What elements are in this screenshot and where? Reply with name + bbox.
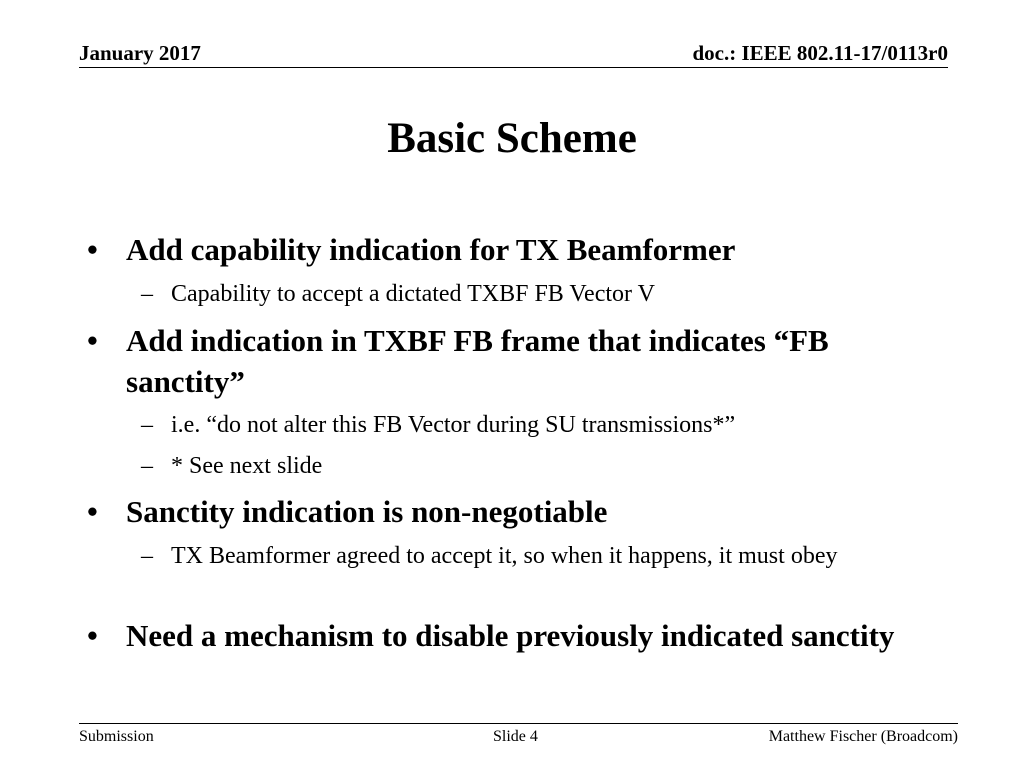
bullet-marker: •	[87, 494, 98, 529]
sub-bullet-item	[141, 277, 911, 311]
dash-marker: –	[141, 543, 153, 569]
sub-bullet-item	[141, 539, 911, 573]
header-divider	[79, 67, 948, 68]
bullet-text: Sanctity indication is non-negotiable	[126, 494, 608, 529]
sub-bullet-text: i.e. “do not alter this FB Vector during SU transmissions*”	[171, 412, 736, 438]
bullet-marker: •	[87, 323, 98, 358]
sub-bullet-text: * See next slide	[171, 453, 323, 479]
header-doc-id: doc.: IEEE 802.11-17/0113r0	[692, 41, 948, 65]
sub-bullet-text: Capability to accept a dictated TXBF FB Vector V	[171, 281, 655, 307]
bullet-text: Need a mechanism to disable previously indicated sanctity	[126, 618, 895, 653]
dash-marker: –	[141, 412, 153, 438]
footer-author: Matthew Fischer (Broadcom)	[768, 728, 958, 745]
bullet-marker: •	[87, 232, 98, 267]
slide-title: Basic Scheme	[387, 115, 637, 162]
bullet-text: Add capability indication for TX Beamformer	[126, 232, 736, 267]
bullet-item	[87, 229, 926, 270]
bullet-item	[87, 491, 926, 532]
bullet-item	[87, 320, 926, 402]
dash-marker: –	[141, 453, 153, 479]
header-date: January 2017	[79, 41, 201, 65]
sub-bullet-item	[141, 408, 911, 442]
footer-submission: Submission	[79, 728, 154, 745]
dash-marker: –	[141, 281, 153, 307]
bullet-marker: •	[87, 618, 98, 653]
footer-divider	[79, 723, 958, 724]
sub-bullet-text: TX Beamformer agreed to accept it, so when it happens, it must obey	[171, 543, 838, 569]
sub-bullet-item	[141, 449, 911, 483]
bullet-item	[87, 615, 926, 656]
footer-slide-number: Slide 4	[493, 728, 538, 745]
bullet-text: Add indication in TXBF FB frame that indicates “FB sanctity”	[126, 323, 829, 399]
